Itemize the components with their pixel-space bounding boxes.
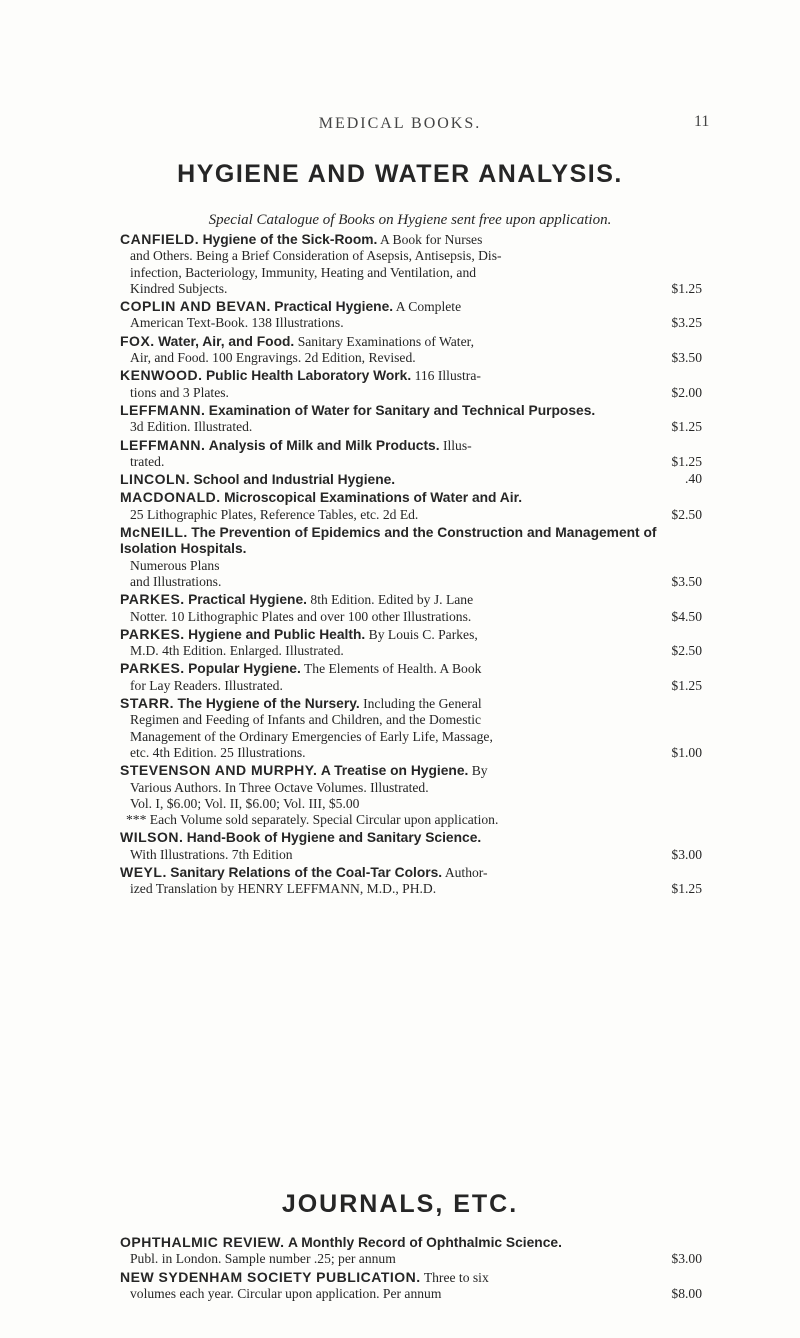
entry-title: Public Health Laboratory Work. [205,368,412,384]
entry-description: Regimen and Feeding of Infants and Children, and the Domestic [130,712,482,728]
entry-title: Popular Hygiene. [188,661,301,677]
entry-author: McNEILL. [120,524,188,541]
entry-continuation [120,847,702,863]
entry-price: $4.50 [671,608,702,624]
entry-description: and Illustrations. [130,573,222,589]
entry-price: $2.50 [671,506,702,522]
entry-continuation [120,265,702,281]
entry-title: The Hygiene of the Nursery. [177,696,360,712]
entry-first-line [120,367,702,384]
entry-description: Author- [444,864,488,880]
entry-continuation [120,385,702,401]
catalogue-entry [120,333,702,367]
entry-price: $1.25 [671,419,702,435]
entry-price: .40 [685,471,702,487]
entry-title: School and Industrial Hygiene. [193,472,396,488]
entry-description: Management of the Ordinary Emergencies of Early Life, Massage, [130,728,493,744]
entry-description: for Lay Readers. Illustrated. [130,677,283,693]
entry-continuation [120,609,702,625]
entry-continuation [120,643,702,659]
entry-title: Practical Hygiene. [274,299,394,315]
entry-continuation [120,350,702,366]
entry-title: The Prevention of Epidemics and the Construction and Management of Isolation Hospitals. [120,525,657,557]
entry-price: $1.25 [671,280,702,296]
running-head: MEDICAL BOOKS. [318,115,482,132]
catalogue-entry [120,489,702,523]
entry-title: Sanitary Relations of the Coal-Tar Colors. [170,864,443,880]
entry-first-line [120,660,702,677]
entry-description: 116 Illustra- [414,368,481,384]
entry-title: Analysis of Milk and Milk Products. [208,437,440,453]
entry-continuation [120,315,702,331]
entry-title: Hygiene and Public Health. [188,626,366,642]
entry-price: $1.25 [671,881,702,897]
entry-price: $1.00 [671,744,702,760]
entry-price: $3.50 [671,350,702,366]
entry-title: Examination of Water for Sanitary and Technical Purposes. [208,402,596,418]
entry-price: $8.00 [671,1285,702,1301]
entry-continuation [120,780,702,796]
catalogue-entry [120,591,702,625]
entry-continuation [120,419,702,435]
entry-author: MACDONALD. [120,489,221,506]
entry-description: By Louis C. Parkes, [368,626,478,642]
entry-price: $2.00 [671,384,702,400]
entry-continuation [120,281,702,297]
entry-continuation [120,248,702,264]
entry-continuation [120,796,702,812]
entry-title: A Monthly Record of Ophthalmic Science. [287,1235,562,1250]
entry-title: Microscopical Examinations of Water and Air. [224,490,523,506]
entry-description: Including the General [363,696,482,712]
entry-description: Illus- [442,437,472,453]
entry-price: $1.25 [671,453,702,469]
entry-continuation [120,507,702,523]
entry-continuation [120,454,702,470]
entry-continuation [120,678,702,694]
entry-author: LEFFMANN. [120,401,206,418]
entry-continuation [120,745,702,761]
entry-author: COPLIN AND BEVAN. [120,298,271,315]
entry-continuation [120,712,702,728]
entry-first-line [120,333,702,350]
entry-author: LINCOLN. [120,471,191,488]
entry-author: LEFFMANN. [120,436,206,453]
entry-first-line [120,626,702,643]
entry-description: etc. 4th Edition. 25 Illustrations. [130,744,306,760]
entry-author: WILSON. [120,829,184,846]
entry-description: American Text-Book. 138 Illustrations. [130,315,344,331]
catalogue-entry [120,231,702,297]
page-number: 11 [694,113,710,130]
entry-continuation [120,1286,702,1302]
entry-first-line [120,1269,702,1286]
entry-description: M.D. 4th Edition. Enlarged. Illustrated. [130,643,344,659]
catalogue-entry [120,1234,702,1268]
entry-description: ized Translation by HENRY LEFFMANN, M.D., PH.D. [130,881,437,897]
entry-price: $1.25 [671,677,702,693]
entry-description: infection, Bacteriology, Immunity, Heating and Ventilation, and [130,264,477,280]
entry-description: tions and 3 Plates. [130,384,229,400]
entry-author: KENWOOD. [120,367,203,384]
section-title-journals: JOURNALS, ETC. [281,1190,519,1218]
entry-price: $3.00 [671,846,702,862]
entry-price: $3.50 [671,573,702,589]
entry-title: Hygiene of the Sick-Room. [202,232,378,247]
entry-author: NEW SYDENHAM SOCIETY PUBLICATION. [120,1268,421,1285]
entry-first-line [120,402,702,419]
catalogue-entry [120,762,702,828]
entry-first-line [120,864,702,881]
catalogue-entry [120,437,702,471]
entry-title: Water, Air, and Food. [158,333,295,349]
entry-price: $3.25 [671,315,702,331]
entry-description: Kindred Subjects. [130,280,228,296]
entry-first-line [120,231,702,248]
entry-first-line [120,524,702,558]
entry-author: CANFIELD. [120,231,200,247]
journal-list [120,1233,702,1302]
entry-continuation [120,1251,702,1267]
entry-title: Practical Hygiene. [188,592,307,608]
catalogue-entry [120,626,702,660]
section-title-hygiene: HYGIENE AND WATER ANALYSIS. [177,160,623,188]
entry-first-line [120,298,702,315]
entry-description: trated. [130,453,165,469]
entry-first-line [120,489,702,506]
catalogue-entry [120,298,702,332]
catalogue-entry [120,367,702,401]
entry-first-line [120,695,702,712]
entry-continuation [120,558,702,574]
entry-description: By [471,763,488,779]
hygiene-book-list [120,230,702,898]
catalogue-entry [120,695,702,761]
entry-description: Three to six [423,1269,489,1285]
entry-first-line [120,829,702,846]
entry-description: Sanitary Examinations of Water, [297,333,474,349]
entry-author: PARKES. [120,625,185,642]
entry-note: *** Each Volume sold separately. Special Circular upon application. [126,812,499,828]
catalogue-entry [120,1269,702,1303]
entry-description: 8th Edition. Edited by J. Lane [310,592,474,608]
entry-price: $2.50 [671,643,702,659]
entry-author: WEYL. [120,863,167,880]
entry-description: A Complete [395,299,462,315]
entry-description: Notter. 10 Lithographic Plates and over 100 other Illustrations. [130,608,472,624]
entry-author: STEVENSON AND MURPHY. [120,762,318,779]
entry-continuation [120,574,702,590]
entry-author: STARR. [120,695,175,712]
entry-author: PARKES. [120,591,185,608]
entry-title: Hand-Book of Hygiene and Sanitary Science. [186,830,482,846]
catalogue-entry [120,471,702,488]
entry-first-line [120,471,702,488]
entry-author: PARKES. [120,660,185,677]
entry-first-line [120,762,702,779]
entry-description: With Illustrations. 7th Edition [130,846,293,862]
entry-description: Air, and Food. 100 Engravings. 2d Edition, Revised. [130,350,416,366]
entry-first-line [120,591,702,608]
entry-description: Numerous Plans [130,557,220,573]
catalogue-entry [120,829,702,863]
entry-description: and Others. Being a Brief Consideration of Asepsis, Antisepsis, Dis- [130,248,502,264]
entry-continuation [120,881,702,897]
entry-price: $3.00 [671,1251,702,1267]
entry-author: OPHTHALMIC REVIEW. [120,1234,285,1250]
catalogue-note: Special Catalogue of Books on Hygiene sent free upon application. [208,212,612,228]
entry-continuation [120,729,702,745]
entry-description: Vol. I, $6.00; Vol. II, $6.00; Vol. III, $5.00 [130,795,360,811]
entry-description: The Elements of Health. A Book [303,661,482,677]
entry-author: FOX. [120,332,155,349]
entry-description: Publ. in London. Sample number .25; per annum [130,1251,396,1267]
catalogue-entry [120,864,702,898]
entry-first-line [120,437,702,454]
entry-description: 3d Edition. Illustrated. [130,419,253,435]
entry-first-line [120,1234,702,1251]
catalogue-entry [120,402,702,436]
entry-title: A Treatise on Hygiene. [320,763,469,779]
entry-description: Various Authors. In Three Octave Volumes. Illustrated. [130,779,429,795]
entry-description: A Book for Nurses [380,232,483,247]
entry-description: volumes each year. Circular upon application. Per annum [130,1285,442,1301]
catalogue-entry [120,660,702,694]
entry-description: 25 Lithographic Plates, Reference Tables, etc. 2d Ed. [130,506,419,522]
catalogue-entry [120,524,702,590]
